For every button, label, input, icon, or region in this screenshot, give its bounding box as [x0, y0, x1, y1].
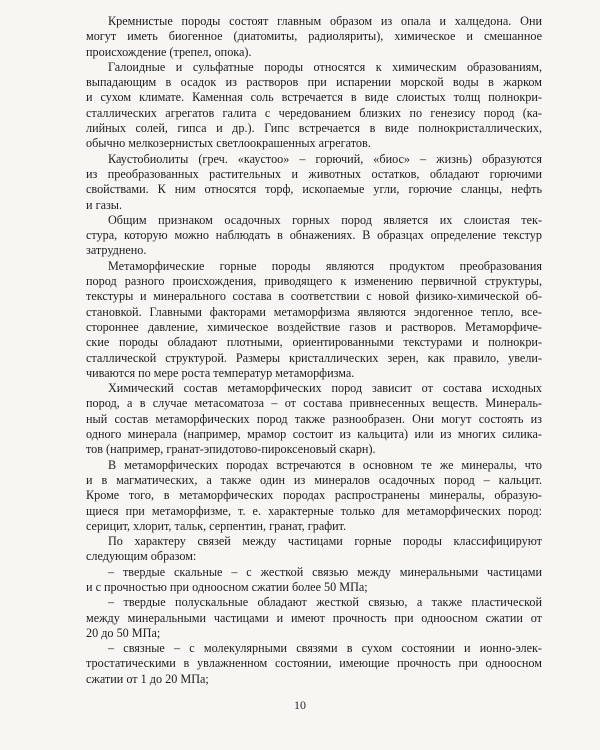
- paragraph-caustobiolites: [86, 152, 542, 213]
- text-line: Химический состав метаморфических пород зависит от состава исходных: [108, 381, 542, 396]
- paragraph-metamorphic: [86, 259, 542, 381]
- text-line: Каустобиолиты (греч. «каустоо» – горючий, «биос» – жизнь) образуются: [108, 151, 542, 166]
- text-line: стороннее давление, химическое воздействие газов и растворов. Метаморфиче-: [86, 319, 542, 334]
- text-line: и с прочностью при одноосном сжатии более 50 МПа;: [86, 579, 368, 594]
- paragraph-layered-texture: [86, 213, 542, 259]
- text-line: и сухом климате. Каменная соль встречается в виде слоистых толщ полнокри-: [86, 90, 542, 105]
- text-line: и в магматических, а также один из минералов осадочных пород – кальцит.: [86, 472, 542, 487]
- text-line: затруднено.: [86, 243, 147, 258]
- paragraph-rock-hard: [86, 565, 542, 596]
- paragraph-chemical-composition: [86, 381, 542, 457]
- text-line: становкой. Главными факторами метаморфизма являются эндогенное тепло, все-: [86, 304, 542, 319]
- text-line: серицит, хлорит, тальк, серпентин, гранат, графит.: [86, 518, 347, 533]
- paragraph-classification: [86, 534, 542, 565]
- paragraph-list: [86, 14, 542, 687]
- paragraph-minerals: [86, 458, 542, 534]
- text-line: свойствами. К ним относятся торф, ископаемые угли, горючие сланцы, нефть: [86, 182, 542, 197]
- text-line: – связные – с молекулярными связями в сухом состоянии и ионно-элек-: [108, 641, 542, 656]
- text-line: тов (например, гранат-эпидотово-пироксеновый скарн).: [86, 442, 376, 457]
- text-line: сталлических агрегатов галита с чередованием близких по генезису пород (ка-: [86, 105, 542, 120]
- text-line: текстуры и минерального состава в соответствии с новой физико-химической об-: [86, 289, 542, 304]
- text-line: пород разного происхождения, приводящего к изменению первичной структуры,: [86, 274, 542, 289]
- text-line: Общим признаком осадочных горных пород является их слоистая тек-: [108, 212, 542, 227]
- text-line: В метаморфических породах встречаются в основном те же минералы, что: [108, 457, 542, 472]
- text-line: следующим образом:: [86, 549, 197, 564]
- paragraph-cohesive: [86, 641, 542, 687]
- text-line: и газы.: [86, 197, 123, 212]
- text-line: Метаморфические горные породы являются продуктом преобразования: [108, 258, 542, 273]
- text-line: стура, которую можно наблюдать в обнажениях. В образцах определение текстур: [86, 228, 542, 243]
- text-line: сжатии от 1 до 20 МПа;: [86, 671, 209, 686]
- text-line: могут иметь биогенное (диатомиты, радиоляриты), химическое и смешанное: [86, 29, 542, 44]
- text-line: происхождение (трепел, опока).: [86, 44, 252, 59]
- text-line: лийных солей, гипса и др.). Гипс встречается в виде полнокристаллических,: [86, 121, 542, 136]
- text-line: щиеся при метаморфизме, т. е. характерные только для метаморфических пород:: [86, 503, 542, 518]
- text-line: одного минерала (например, мрамор состоит из кальцита) или из многих силика-: [86, 427, 542, 442]
- text-line: ный состав метаморфических пород также разнообразен. Они могут состоять из: [86, 411, 542, 426]
- text-line: выпадающим в осадок из растворов при испарении морской воды в жарком: [86, 75, 542, 90]
- text-line: чиваются по мере роста температур метаморфизма.: [86, 365, 355, 380]
- text-line: – твердые скальные – с жесткой связью между минеральными частицами: [108, 564, 542, 579]
- text-line: Галоидные и сульфатные породы относятся к химическим образованиям,: [108, 59, 542, 74]
- page-number: 10: [294, 698, 306, 712]
- text-line: По характеру связей между частицами горные породы классифицируют: [108, 534, 542, 549]
- text-line: – твердые полускальные обладают жесткой связью, а также пластической: [108, 595, 542, 610]
- paragraph-haloid-sulfate: [86, 60, 542, 152]
- text-line: из преобразованных растительных и животных остатков, обладают горючими: [86, 166, 542, 181]
- page-body: [86, 14, 542, 687]
- text-line: между минеральными частицами и имеют прочность при одноосном сжатии от: [86, 610, 542, 625]
- text-line: тростатическими в увлажненном состоянии, имеющие прочность при одноосном: [86, 656, 542, 671]
- text-line: 20 до 50 МПа;: [86, 625, 161, 640]
- text-line: обычно мелкозернистых светлоокрашенных агрегатов.: [86, 136, 371, 151]
- paragraph-semi-rock: [86, 595, 542, 641]
- text-line: пород, а в случае метасоматоза – от состава привнесенных веществ. Минераль-: [86, 396, 542, 411]
- text-line: сталлической структурой. Размеры кристаллических зерен, как правило, увели-: [86, 350, 542, 365]
- text-line: Кремнистые породы состоят главным образом из опала и халцедона. Они: [108, 14, 542, 28]
- text-line: Кроме того, в метаморфических породах распространены минералы, образую-: [86, 488, 542, 503]
- paragraph-siliceous: [86, 14, 542, 60]
- text-line: ские породы обладают плотными, ориентированными текстурами и полнокри-: [86, 335, 542, 350]
